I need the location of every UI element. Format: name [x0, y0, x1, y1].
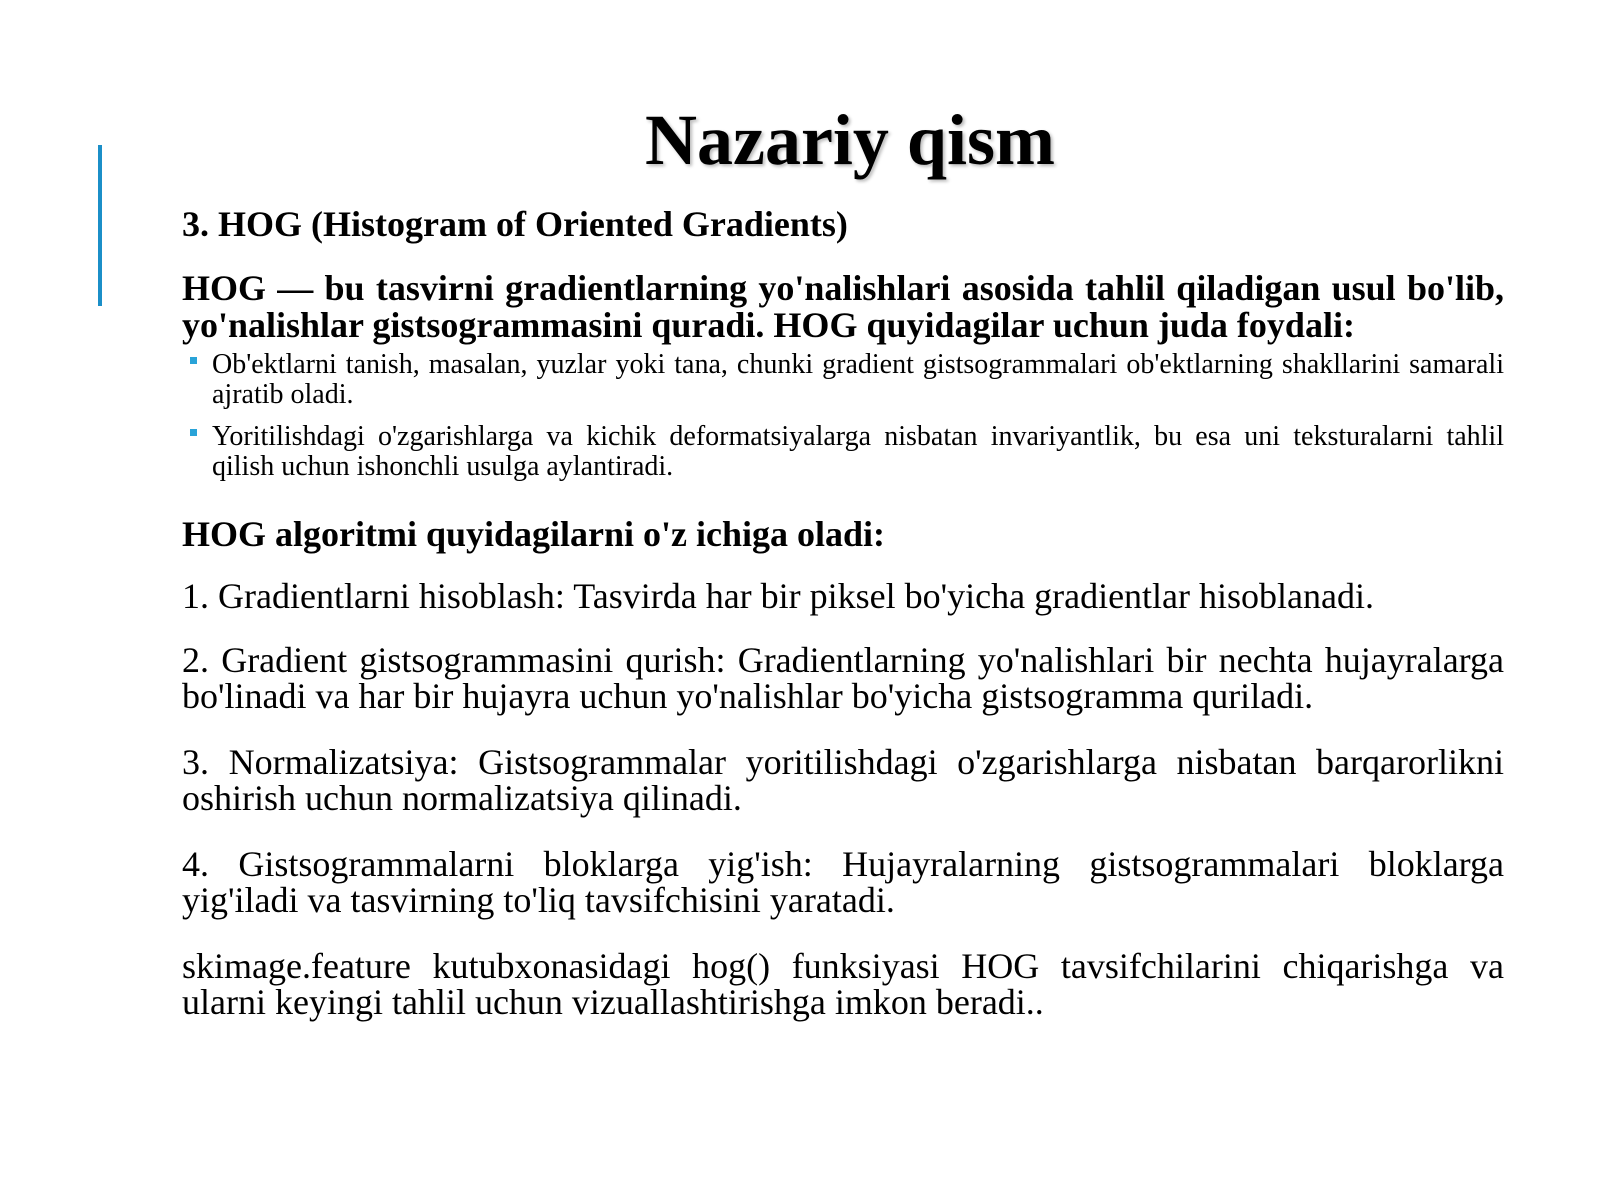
bullet-text: Yoritilishdagi o'zgarishlarga va kichik deformatsiyalarga nisbatan invariyantlik, bu esa uni teksturalarni tahlil qilish uchun ishonchli usulga aylantiradi. — [212, 421, 1504, 482]
step-2: 2. Gradient gistsogrammasini qurish: Gradientlarning yo'nalishlari bir nechta hujayralarga bo'linadi va har bir hujayra uchun yo'nalishlar bo'yicha gistsogramma quriladi. — [182, 640, 1504, 716]
square-bullet-icon — [190, 357, 197, 364]
bullet-text: Ob'ektlarni tanish, masalan, yuzlar yoki tana, chunki gradient gistsogrammalari ob'ektlarning shakllarini samarali ajratib oladi. — [212, 349, 1504, 410]
intro-paragraph: HOG — bu tasvirni gradientlarning yo'nalishlari asosida tahlil qiladigan usul bo'lib, yo'nalishlar gistsogrammasini quradi. HOG quyidagilar uchun juda foydali: — [182, 268, 1504, 345]
section-subheading: 3. HOG (Histogram of Oriented Gradients) — [182, 204, 848, 244]
square-bullet-icon — [190, 429, 197, 436]
closing-paragraph: skimage.feature kutubxonasidagi hog() funksiyasi HOG tavsifchilarini chiqarishga va ularni keyingi tahlil uchun vizuallashtirishga imkon beradi.. — [182, 946, 1504, 1022]
bullet-list — [182, 350, 1504, 482]
slide-content — [182, 204, 1504, 1050]
step-4: 4. Gistsogrammalarni bloklarga yig'ish: Hujayralarning gistsogrammalari bloklarga yig'iladi va tasvirning to'liq tavsifchisini yaratadi. — [182, 844, 1504, 920]
slide-title: Nazariy qism — [645, 100, 1055, 180]
step-1: 1. Gradientlarni hisoblash: Tasvirda har bir piksel bo'yicha gradientlar hisoblanadi. — [182, 576, 1374, 616]
algorithm-heading: HOG algoritmi quyidagilarni o'z ichiga oladi: — [182, 514, 886, 554]
bullet-item — [182, 350, 1504, 410]
bullet-item — [182, 422, 1504, 482]
step-3: 3. Normalizatsiya: Gistsogrammalar yoritilishdagi o'zgarishlarga nisbatan barqarorlikni oshirish uchun normalizatsiya qilinadi. — [182, 742, 1504, 818]
